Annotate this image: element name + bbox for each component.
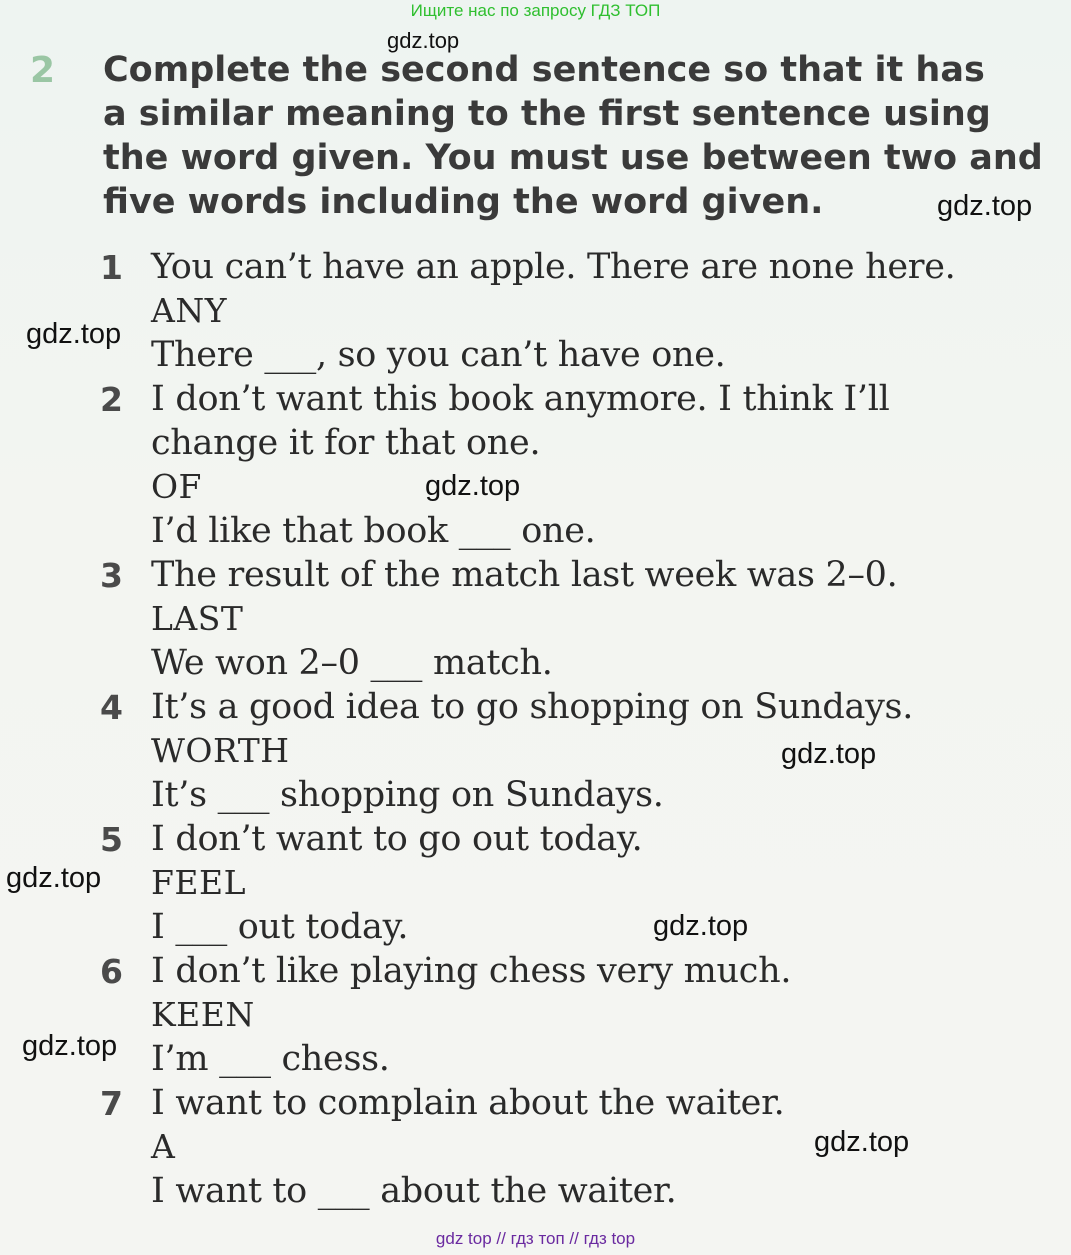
watermark-text: gdz.top xyxy=(6,862,102,894)
task-number: 1 xyxy=(100,248,123,287)
task-2 xyxy=(0,377,1071,553)
watermark-text: gdz.top xyxy=(653,910,749,942)
task-keyword: KEEN xyxy=(151,995,255,1034)
task-7 xyxy=(0,1081,1071,1213)
task-keyword: WORTH xyxy=(151,731,290,770)
task-keyword: FEEL xyxy=(151,863,246,902)
task-keyword: LAST xyxy=(151,599,244,638)
task-number: 5 xyxy=(100,820,123,859)
task-sentence: I don’t want this book anymore. I think I’ll xyxy=(151,379,890,419)
task-answer: We won 2–0 ___ match. xyxy=(151,643,553,683)
task-number: 6 xyxy=(100,952,123,991)
exercise-number: 2 xyxy=(30,50,56,91)
task-sentence: change it for that one. xyxy=(151,423,541,463)
task-1 xyxy=(0,245,1071,377)
task-6 xyxy=(0,949,1071,1081)
instruction xyxy=(103,48,1053,224)
task-keyword: A xyxy=(151,1127,176,1166)
instruction-line: five words including the word given. xyxy=(103,182,824,222)
task-answer: I’d like that book ___ one. xyxy=(151,511,596,551)
watermark-text: gdz.top xyxy=(781,738,877,770)
task-sentence: The result of the match last week was 2–0. xyxy=(151,555,898,595)
task-5 xyxy=(0,817,1071,949)
task-answer: It’s ___ shopping on Sundays. xyxy=(151,775,664,815)
task-list xyxy=(0,245,1071,1213)
task-sentence: It’s a good idea to go shopping on Sundays. xyxy=(151,687,914,727)
watermark-text: gdz.top xyxy=(387,28,460,53)
task-number: 4 xyxy=(100,688,123,727)
task-number: 3 xyxy=(100,556,123,595)
instruction-line: a similar meaning to the first sentence using xyxy=(103,94,991,134)
instruction-line: Complete the second sentence so that it has xyxy=(103,50,985,90)
task-answer: I’m ___ chess. xyxy=(151,1039,390,1079)
task-number: 2 xyxy=(100,380,123,419)
task-keyword: OF xyxy=(151,467,202,506)
task-sentence: I don’t like playing chess very much. xyxy=(151,951,792,991)
task-4 xyxy=(0,685,1071,817)
task-answer: I want to ___ about the waiter. xyxy=(151,1171,677,1211)
top-banner: Ищите нас по запросу ГДЗ ТОП xyxy=(410,1,661,20)
instruction-line: the word given. You must use between two and xyxy=(103,138,1043,178)
watermark-text: gdz.top xyxy=(22,1030,118,1062)
watermark-text: gdz.top xyxy=(814,1126,910,1158)
task-sentence: I don’t want to go out today. xyxy=(151,819,643,859)
watermark-text: gdz.top xyxy=(26,318,122,350)
task-sentence: You can’t have an apple. There are none here. xyxy=(151,247,956,287)
task-sentence: I want to complain about the waiter. xyxy=(151,1083,785,1123)
task-answer: I ___ out today. xyxy=(151,907,409,947)
bottom-banner: gdz top // гдз топ // гдз top xyxy=(435,1229,636,1248)
task-answer: There ___, so you can’t have one. xyxy=(151,335,726,375)
watermark-text: gdz.top xyxy=(425,470,521,502)
task-keyword: ANY xyxy=(151,291,227,330)
task-3 xyxy=(0,553,1071,685)
task-number: 7 xyxy=(100,1084,123,1123)
watermark-text: gdz.top xyxy=(937,190,1033,222)
